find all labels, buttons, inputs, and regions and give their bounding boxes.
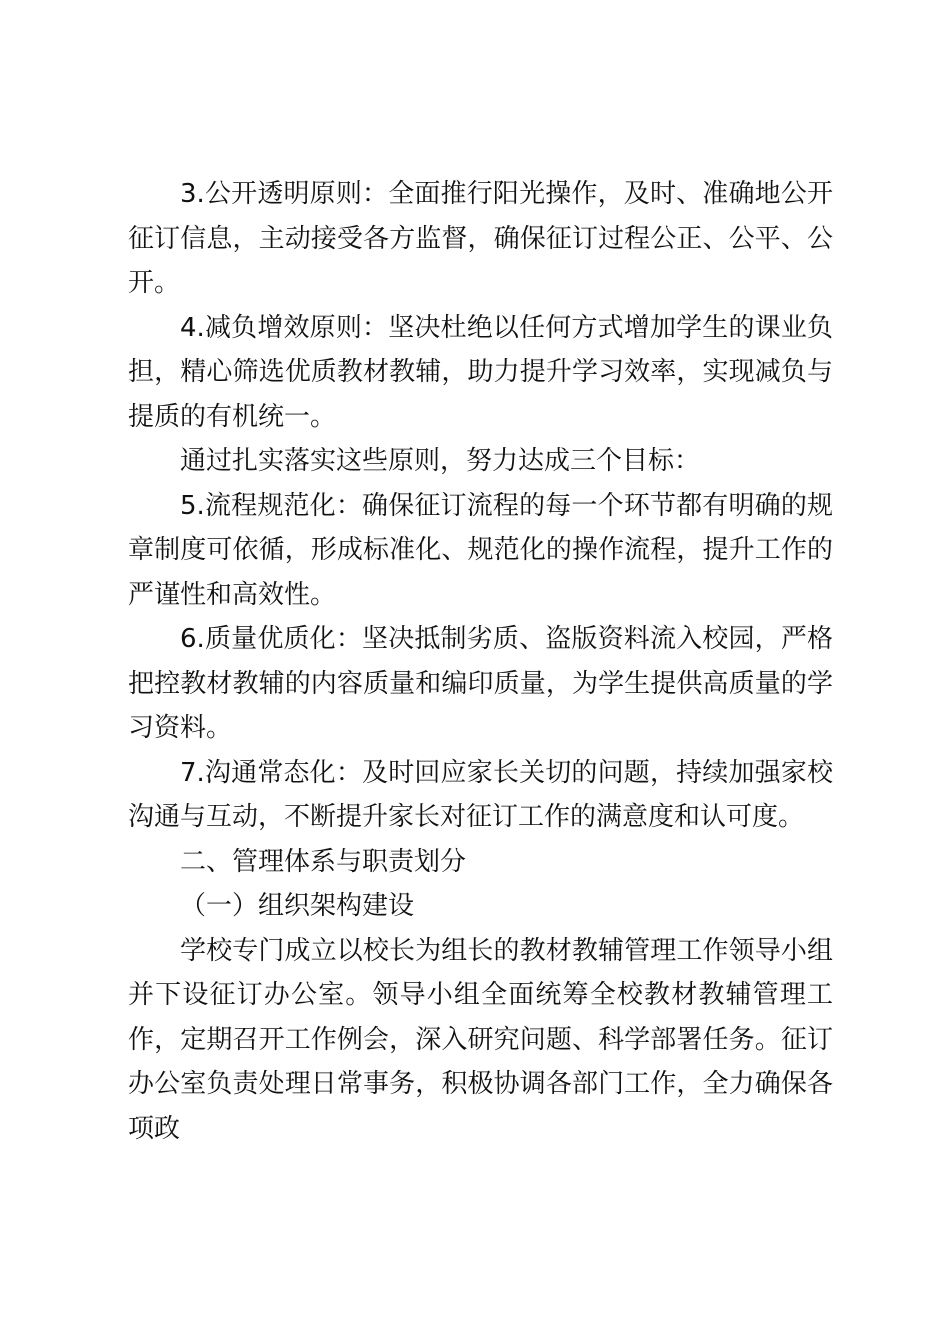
paragraph-principle-4: 4.减负增效原则：坚决杜绝以任何方式增加学生的课业负担，精心筛选优质教材教辅，助力提升学习效率，实现减负与提质的有机统一。 — [128, 312, 833, 432]
paragraph-goal-5: 5.流程规范化：确保征订流程的每一个环节都有明确的规章制度可依循，形成标准化、规范化的操作流程，提升工作的严谨性和高效性。 — [128, 490, 833, 610]
section-heading: 二、管理体系与职责划分 — [180, 846, 467, 877]
document-body — [128, 172, 833, 1151]
paragraph-goals-intro: 通过扎实落实这些原则，努力达成三个目标： — [180, 446, 701, 476]
paragraph-goal-6: 6.质量优质化：坚决抵制劣质、盗版资料流入校园，严格把控教材教辅的内容质量和编印质量，为学生提供高质量的学习资料。 — [128, 624, 833, 743]
paragraph-goal-7: 7.沟通常态化：及时回应家长关切的问题，持续加强家校沟通与互动，不断提升家长对征订工作的满意度和认可度。 — [128, 757, 833, 832]
paragraph-organization: 学校专门成立以校长为组长的教材教辅管理工作领导小组并下设征订办公室。领导小组全面统筹全校教材教辅管理工作，定期召开工作例会，深入研究问题、科学部署任务。征订办公室负责处理日常事务，积极协调各部门工作，全力确保各项政 — [128, 935, 833, 1144]
paragraph-principle-3: 3.公开透明原则：全面推行阳光操作，及时、准确地公开征订信息，主动接受各方监督，确保征订过程公正、公平、公开。 — [128, 179, 833, 298]
subsection-heading: （一）组织架构建设 — [180, 891, 415, 921]
